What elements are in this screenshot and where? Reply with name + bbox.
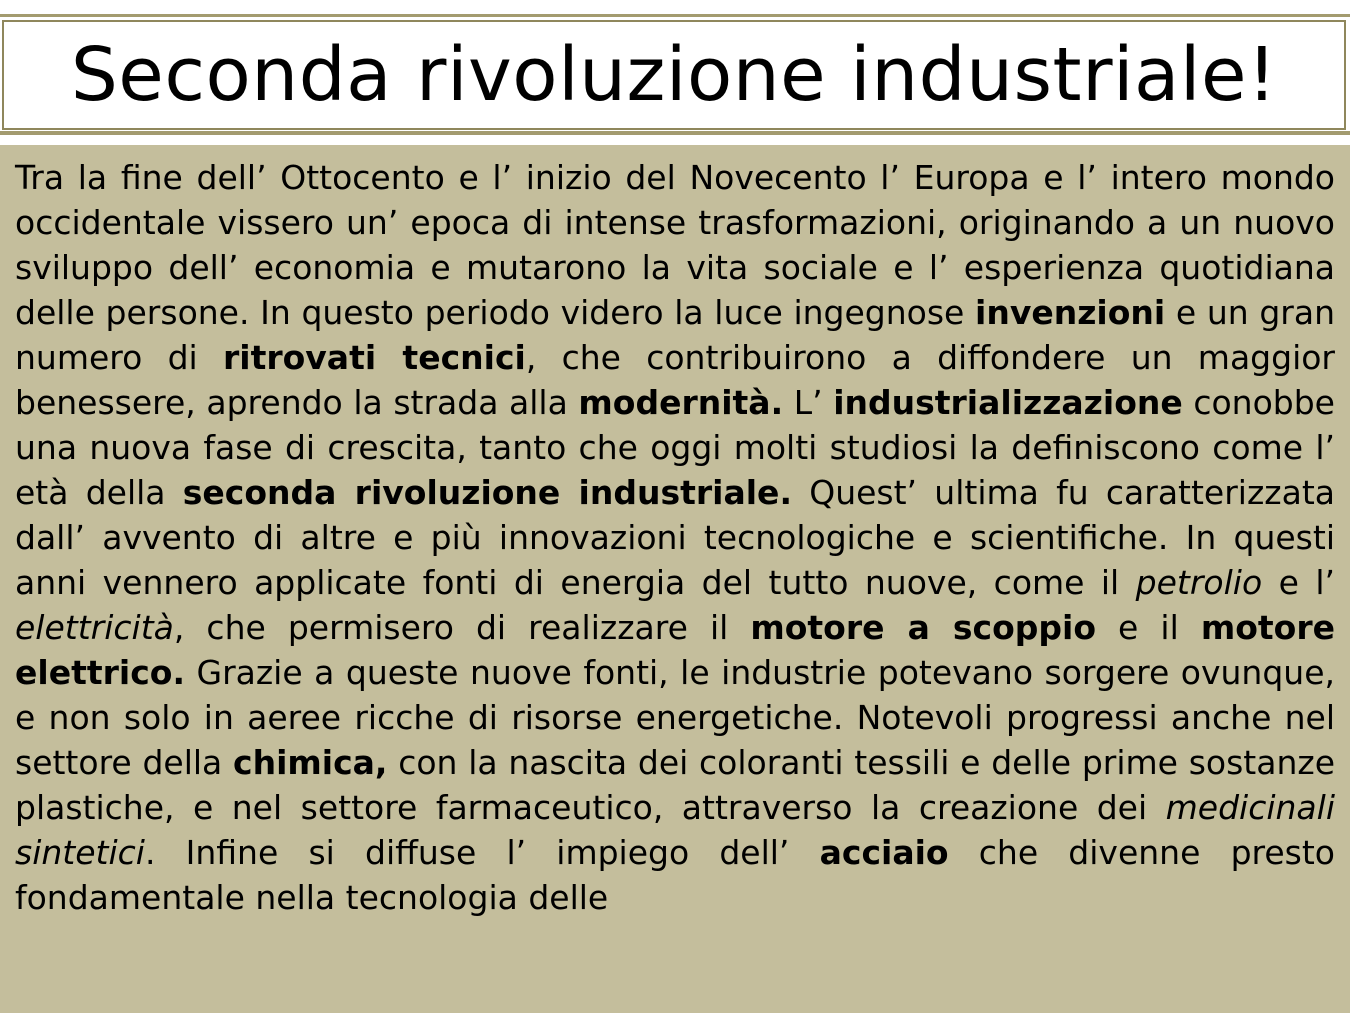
italic-term: medicinali sintetici bbox=[15, 788, 1335, 872]
bold-term: motore a scoppio bbox=[750, 608, 1096, 647]
bold-term: modernità. bbox=[578, 383, 784, 422]
title-box bbox=[2, 20, 1346, 130]
bold-term: invenzioni bbox=[975, 293, 1166, 332]
text-run: Quest’ ultima fu caratterizzata dall’ avvento di altre e più innovazioni tecnologiche e scientifiche. In questi anni vennero applicate fonti di energia del tutto nuove, come il bbox=[15, 473, 1335, 602]
bold-term: acciaio bbox=[819, 833, 949, 872]
text-run: e l’ bbox=[1262, 563, 1335, 602]
text-run: . Infine si diffuse l’ impiego dell’ bbox=[144, 833, 820, 872]
text-run: e il bbox=[1096, 608, 1201, 647]
bold-term: industrializzazione bbox=[833, 383, 1183, 422]
text-run: Grazie a queste nuove fonti, le industrie potevano sorgere ovunque, e non solo in aeree ricche di risorse energetiche. Notevoli progressi anche nel settore della bbox=[15, 653, 1335, 782]
bold-term: motore elettrico. bbox=[15, 608, 1335, 692]
body-panel bbox=[0, 145, 1350, 1013]
top-divider bbox=[0, 14, 1350, 17]
text-run: , che contribuirono a diffondere un maggior benessere, aprendo la strada alla bbox=[15, 338, 1335, 422]
text-run: e un gran numero di bbox=[15, 293, 1335, 377]
text-run: conobbe una nuova fase di crescita, tanto che oggi molti studiosi la definiscono come l’ età della bbox=[15, 383, 1335, 512]
text-run: con la nascita dei coloranti tessili e delle prime sostanze plastiche, e nel settore farmaceutico, attraverso la creazione dei bbox=[15, 743, 1336, 827]
slide-title: Seconda rivoluzione industriale! bbox=[70, 32, 1278, 118]
text-run: , che permisero di realizzare il bbox=[173, 608, 751, 647]
title-underline bbox=[0, 131, 1350, 135]
text-run: L’ bbox=[783, 383, 834, 422]
bold-term: ritrovati tecnici bbox=[222, 338, 526, 377]
bold-term: chimica, bbox=[233, 743, 388, 782]
body-paragraph bbox=[15, 155, 1335, 920]
bold-term: seconda rivoluzione industriale. bbox=[182, 473, 792, 512]
text-run: che divenne presto fondamentale nella tecnologia delle bbox=[15, 833, 1335, 917]
italic-term: petrolio bbox=[1135, 563, 1263, 602]
italic-term: elettricità bbox=[15, 608, 174, 647]
text-run: Tra la fine dell’ Ottocento e l’ inizio del Novecento l’ Europa e l’ intero mondo occidentale vissero un’ epoca di intense trasformazioni, originando a un nuovo sviluppo dell’ economia e mutarono la vita sociale e l’ esperienza quotidiana delle persone. In questo periodo videro la luce ingegnose bbox=[15, 158, 1335, 332]
